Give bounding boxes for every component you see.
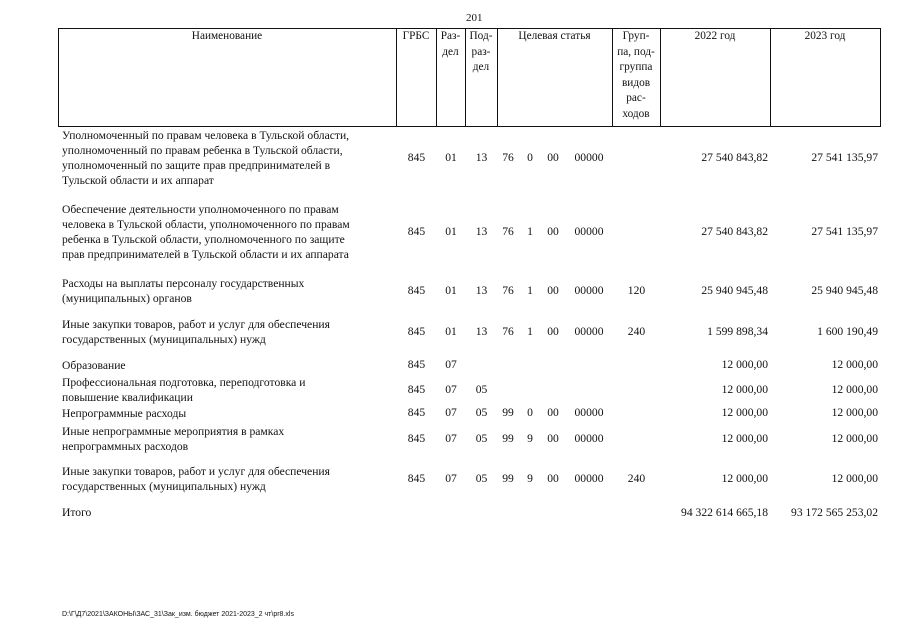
row-cell-v2022: 12 000,00	[721, 382, 768, 396]
row-name	[62, 358, 397, 373]
row-name-line: Непрограммные расходы	[62, 407, 187, 420]
row-cell-t2: 1	[527, 283, 533, 297]
row-name-line: Профессиональная подготовка, переподготовка и	[62, 376, 306, 389]
header-bottom-rule	[58, 126, 881, 127]
row-cell-grbs: 845	[407, 431, 426, 445]
row-cell-grbs: 845	[407, 283, 426, 297]
row-cell-razdel: 07	[445, 406, 457, 419]
row-cell-t4: 00000	[574, 406, 604, 419]
row-cell-t3: 00	[547, 471, 559, 485]
row-cell-t4: 00000	[574, 224, 604, 238]
row-cell-t1: 76	[502, 224, 514, 238]
row-name	[62, 276, 397, 306]
row-cell-v2022: 12 000,00	[721, 431, 768, 445]
row-cell-t1: 99	[502, 431, 514, 445]
row-name-line: уполномоченный по защите прав предпринимателей в	[62, 159, 331, 172]
header-razdel: Раз- дел	[440, 30, 461, 58]
row-cell-v2023: 12 000,00	[831, 358, 878, 371]
row-name-line: непрограммных расходов	[62, 440, 189, 453]
row-name-line: государственных (муниципальных) нужд	[62, 333, 266, 346]
header-target: Целевая статья	[518, 30, 591, 42]
row-name	[62, 317, 397, 347]
row-name-line: ребенка в Тульской области, уполномоченного по защите	[62, 233, 345, 246]
file-path-footer: D:\Г\Д7\2021\ЗАКОНЫ\ЗАС_31\Зак_изм. бюджет 2021-2023_2 чт\pr8.xls	[62, 611, 294, 618]
row-name-line: Уполномоченный по правам человека в Тульской области,	[62, 129, 350, 142]
row-cell-v2023: 1 600 190,49	[817, 324, 878, 338]
row-cell-razdel: 07	[445, 358, 457, 371]
row-cell-razdel: 07	[445, 471, 457, 485]
row-name-line: прав предпринимателей в Тульской области и их аппарата	[62, 248, 349, 261]
header-grbs: ГРБС	[402, 30, 430, 42]
row-cell-t4: 00000	[574, 283, 604, 297]
row-cell-v2023: 27 541 135,97	[811, 150, 878, 164]
row-name-line: государственных (муниципальных) нужд	[62, 480, 266, 493]
row-cell-razdel: 01	[445, 150, 457, 164]
col-divider	[880, 28, 881, 126]
row-name-line: Расходы на выплаты персоналу государственных	[62, 277, 305, 290]
row-cell-t2: 9	[527, 431, 533, 445]
row-name-line: Тульской области и их аппарат	[62, 174, 214, 187]
row-name	[62, 375, 397, 405]
row-name	[62, 406, 397, 421]
header-2023: 2023 год	[804, 30, 846, 42]
row-cell-razdel: 07	[445, 382, 457, 396]
row-cell-t2: 1	[527, 324, 533, 338]
row-name-line: Образование	[62, 359, 126, 372]
header-name: Наименование	[191, 30, 263, 42]
total-2023: 93 172 565 253,02	[791, 506, 878, 519]
row-cell-grbs: 845	[407, 358, 426, 371]
row-cell-t1: 76	[502, 150, 514, 164]
row-cell-v2023: 12 000,00	[831, 382, 878, 396]
row-name	[62, 202, 397, 262]
row-cell-podrazdel: 05	[475, 382, 488, 396]
total-2022: 94 322 614 665,18	[681, 506, 768, 519]
row-cell-grbs: 845	[407, 406, 426, 419]
row-name-line: Иные закупки товаров, работ и услуг для обеспечения	[62, 318, 330, 331]
row-cell-podrazdel: 05	[475, 406, 488, 419]
row-name	[62, 424, 397, 454]
row-cell-t1: 76	[502, 283, 514, 297]
row-cell-v2022: 27 540 843,82	[701, 224, 768, 238]
row-cell-t3: 00	[547, 431, 559, 445]
row-name-line: Обеспечение деятельности уполномоченного по правам	[62, 203, 339, 216]
row-cell-razdel: 01	[445, 324, 457, 338]
row-cell-grbs: 845	[407, 224, 426, 238]
row-name-line: Иные непрограммные мероприятия в рамках	[62, 425, 285, 438]
row-cell-podrazdel: 13	[475, 283, 488, 297]
row-cell-v2023: 12 000,00	[831, 406, 878, 419]
row-cell-t2: 0	[527, 150, 533, 164]
row-cell-t2: 9	[527, 471, 533, 485]
page-number: 201	[466, 12, 483, 24]
row-name-line: Иные закупки товаров, работ и услуг для обеспечения	[62, 465, 330, 478]
row-cell-v2022: 12 000,00	[721, 358, 768, 371]
row-cell-grbs: 845	[407, 150, 426, 164]
row-cell-group: 240	[627, 471, 646, 485]
row-cell-t3: 00	[547, 224, 559, 238]
row-cell-t3: 00	[547, 283, 559, 297]
row-cell-t4: 00000	[574, 324, 604, 338]
row-cell-t3: 00	[547, 406, 559, 419]
row-cell-razdel: 01	[445, 224, 457, 238]
row-cell-v2022: 12 000,00	[721, 471, 768, 485]
row-name-line: (муниципальных) органов	[62, 292, 192, 305]
row-cell-v2023: 25 940 945,48	[811, 283, 878, 297]
total-label: Итого	[62, 506, 92, 519]
row-cell-v2023: 27 541 135,97	[811, 224, 878, 238]
header-2022: 2022 год	[694, 30, 736, 42]
row-cell-t4: 00000	[574, 150, 604, 164]
row-cell-t2: 0	[527, 406, 533, 419]
row-name-line: уполномоченный по правам ребенка в Тульской области,	[62, 144, 343, 157]
row-name	[62, 128, 397, 188]
row-cell-podrazdel: 05	[475, 431, 488, 445]
row-cell-podrazdel: 13	[475, 224, 488, 238]
row-cell-group: 240	[627, 324, 646, 338]
row-cell-v2022: 27 540 843,82	[701, 150, 768, 164]
row-cell-t3: 00	[547, 324, 559, 338]
row-name	[62, 464, 397, 494]
row-cell-podrazdel: 13	[475, 150, 488, 164]
row-name-line: человека в Тульской области, уполномоченного по правам	[62, 218, 350, 231]
row-cell-v2022: 1 599 898,34	[707, 324, 768, 338]
row-cell-t1: 99	[502, 471, 514, 485]
row-cell-grbs: 845	[407, 324, 426, 338]
header-podrazdel: Под- раз- дел	[469, 30, 493, 73]
row-cell-group: 120	[627, 283, 646, 297]
row-cell-v2022: 25 940 945,48	[701, 283, 768, 297]
row-name-line: повышение квалификации	[62, 391, 193, 404]
row-cell-grbs: 845	[407, 471, 426, 485]
row-cell-grbs: 845	[407, 382, 426, 396]
row-cell-razdel: 01	[445, 283, 457, 297]
row-cell-v2023: 12 000,00	[831, 471, 878, 485]
row-cell-v2022: 12 000,00	[721, 406, 768, 419]
row-cell-podrazdel: 13	[475, 324, 488, 338]
row-cell-t2: 1	[527, 224, 533, 238]
row-cell-t4: 00000	[574, 471, 604, 485]
row-cell-razdel: 07	[445, 431, 457, 445]
row-cell-podrazdel: 05	[475, 471, 488, 485]
header-group: Груп- па, под- группа видов рас- ходов	[617, 30, 655, 120]
row-cell-t3: 00	[547, 150, 559, 164]
row-cell-t1: 99	[502, 406, 514, 419]
row-cell-t4: 00000	[574, 431, 604, 445]
row-cell-t1: 76	[502, 324, 514, 338]
row-cell-v2023: 12 000,00	[831, 431, 878, 445]
